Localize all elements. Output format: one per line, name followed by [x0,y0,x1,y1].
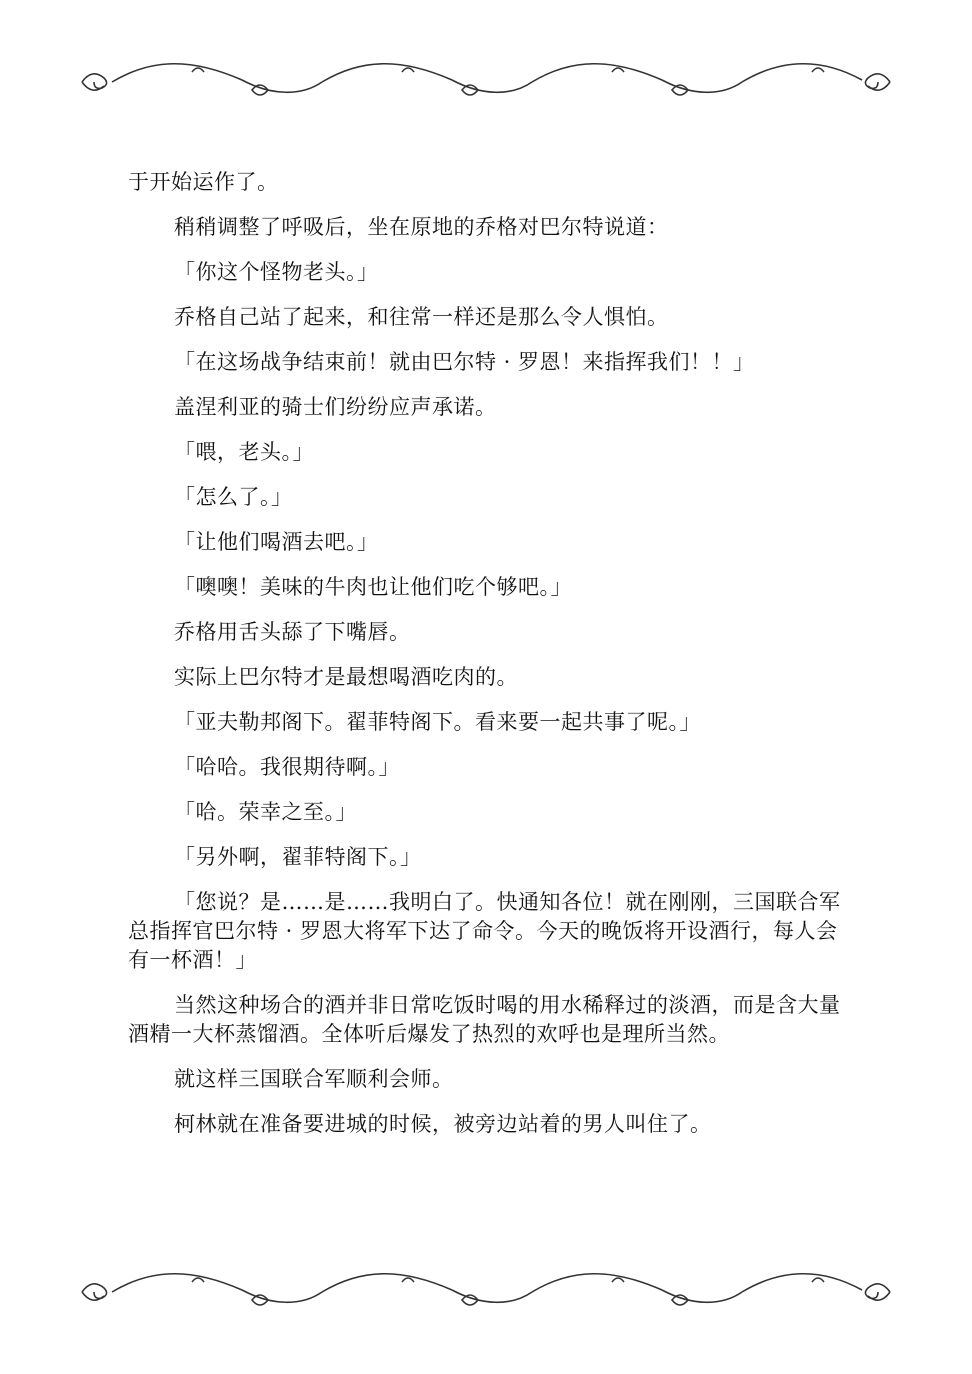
top-ornament-border [72,52,900,116]
paragraph: 稍稍调整了呼吸后，坐在原地的乔格对巴尔特说道： [174,215,669,239]
paragraph: 乔格用舌头舔了下嘴唇。 [174,620,411,644]
paragraph: 实际上巴尔特才是最想喝酒吃肉的。 [174,665,518,689]
paragraph: 「亚夫勒邦阁下。翟菲特阁下。看来要一起共事了呢。」 [174,710,701,734]
paragraph: 柯林就在准备要进城的时候，被旁边站着的男人叫住了。 [174,1112,712,1136]
paragraph: 乔格自己站了起来，和往常一样还是那么令人惧怕。 [174,305,669,329]
paragraph: 「让他们喝酒去吧。」 [174,530,379,554]
bottom-ornament-border [72,1258,900,1322]
paragraph: 当然这种场合的酒并非日常吃饭时喝的用水稀释过的淡酒，而是含大量酒精一大杯蒸馏酒。全体听后爆发了热烈的欢呼也是理所当然。 [128,993,841,1046]
paragraph: 「哈。荣幸之至。」 [174,800,357,824]
paragraph: 「噢噢！美味的牛肉也让他们吃个够吧。」 [174,575,572,599]
paragraph: 盖涅利亚的骑士们纷纷应声承诺。 [174,395,497,419]
body-text [128,168,852,1139]
paragraph: 「怎么了。」 [174,485,293,509]
paragraph: 「另外啊，翟菲特阁下。」 [174,845,422,869]
paragraph: 就这样三国联合军顺利会师。 [174,1067,454,1091]
paragraph: 「喂，老头。」 [174,440,314,464]
paragraph: 于开始运作了。 [128,170,279,194]
paragraph: 「你这个怪物老头。」 [174,260,379,284]
paragraph: 「在这场战争结束前！就由巴尔特 · 罗恩！来指挥我们！！」 [174,350,755,374]
paragraph: 「哈哈。我很期待啊。」 [174,755,400,779]
paragraph: 「您说？是……是……我明白了。快通知各位！就在刚刚，三国联合军总指挥官巴尔特 · 罗恩大将军下达了命令。今天的晚饭将开设酒行，每人会有一杯酒！」 [128,890,841,972]
